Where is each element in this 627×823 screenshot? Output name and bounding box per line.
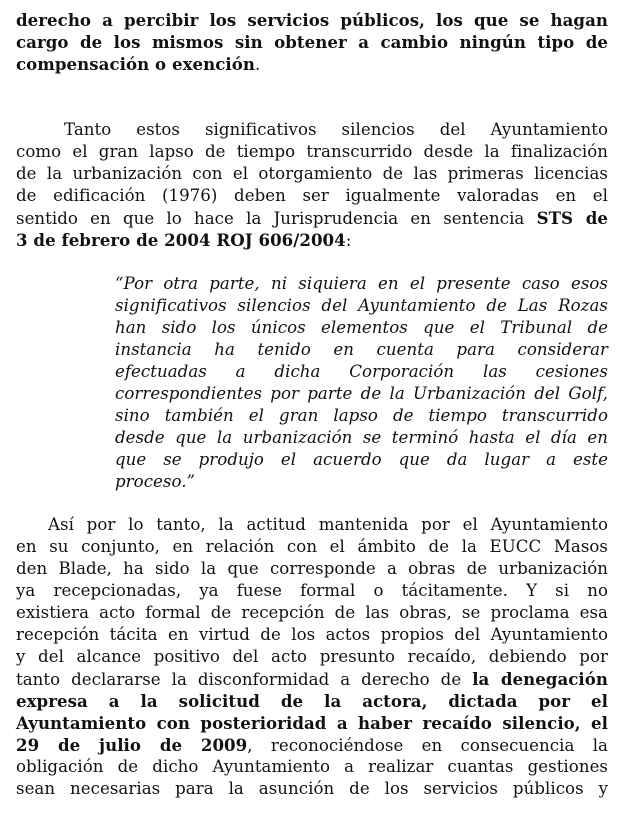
paragraph-1-line: cargo de los mismos sin obtener a cambio ningún tipo de: [16, 32, 608, 52]
quote-line: proceso.”: [115, 472, 196, 491]
paragraph-2-line: Tanto estos significativos silencios del Ayuntamiento: [64, 120, 608, 139]
quote-line: que se produjo el acuerdo que da lugar a este: [115, 450, 608, 469]
quote-line: instancia ha tenido en cuenta para considerar: [115, 340, 608, 359]
paragraph-3-line: Ayuntamiento con posterioridad a haber recaído silencio, el: [16, 713, 608, 733]
period: .: [254, 55, 261, 74]
paragraph-3-line: expresa a la solicitud de la actora, dictada por el: [16, 691, 608, 711]
case-reference-bold: 3 de febrero de 2004 ROJ 606/2004: [16, 230, 346, 250]
paragraph-3-line: [16, 734, 608, 756]
denial-bold: la denegación: [472, 669, 608, 689]
quote-line: correspondientes por parte de la Urbanización del Golf,: [115, 384, 608, 403]
paragraph-2-line: [16, 207, 608, 229]
quote-line: sino también el gran lapso de tiempo transcurrido: [115, 406, 608, 425]
paragraph-3-line: ya recepcionadas, ya fuese formal o tácitamente. Y si no: [16, 581, 608, 600]
paragraph-3-line: sean necesarias para la asunción de los servicios públicos y: [16, 779, 608, 798]
paragraph-3-line: recepción tácita en virtud de los actos propios del Ayuntamiento: [16, 625, 608, 644]
paragraph-2-line: [16, 229, 608, 251]
paragraph-2-line: como el gran lapso de tiempo transcurrido desde la finalización: [16, 142, 608, 161]
quote-line: han sido los únicos elementos que el Tribunal de: [115, 318, 608, 337]
paragraph-3-line: [16, 668, 608, 690]
paragraph-3-line: y del alcance positivo del acto presunto recaído, debiendo por: [16, 647, 608, 666]
paragraph-3-line: en su conjunto, en relación con el ámbito de la EUCC Masos: [16, 537, 608, 556]
quote-line: significativos silencios del Ayuntamiento de Las Rozas: [115, 296, 608, 315]
quote-line: “Por otra parte, ni siquiera en el presente caso esos: [115, 274, 608, 293]
paragraph-1-line: derecho a percibir los servicios públicos, los que se hagan: [16, 10, 608, 30]
quote-line: efectuadas a dicha Corporación las cesiones: [115, 362, 608, 381]
paragraph-3-line: Así por lo tanto, la actitud mantenida por el Ayuntamiento: [48, 515, 608, 534]
paragraph-2-line: de la urbanización con el otorgamiento de las primeras licencias: [16, 164, 608, 183]
paragraph-1-text: compensación o exención: [16, 54, 255, 74]
paragraph-3-line: obligación de dicho Ayuntamiento a realizar cuantas gestiones: [16, 757, 608, 776]
paragraph-2-line: de edificación (1976) deben ser igualmente valoradas en el: [16, 186, 608, 205]
paragraph-3-line: den Blade, ha sido la que corresponde a obras de urbanización: [16, 559, 608, 578]
paragraph-3-line: existiera acto formal de recepción de las obras, se proclama esa: [16, 603, 608, 622]
quote-line: desde que la urbanización se terminó hasta el día en: [115, 428, 608, 447]
paragraph-3-text: tanto declararse la disconformidad a derecho de: [16, 670, 473, 689]
colon: :: [345, 231, 352, 250]
case-reference-bold: STS de: [536, 208, 608, 228]
paragraph-1-line: [16, 53, 608, 75]
date-bold: 29 de julio de 2009: [16, 735, 248, 755]
paragraph-2-text: sentido en que lo hace la Jurisprudencia en sentencia: [16, 209, 537, 228]
paragraph-3-text: , reconociéndose en consecuencia la: [247, 736, 608, 755]
